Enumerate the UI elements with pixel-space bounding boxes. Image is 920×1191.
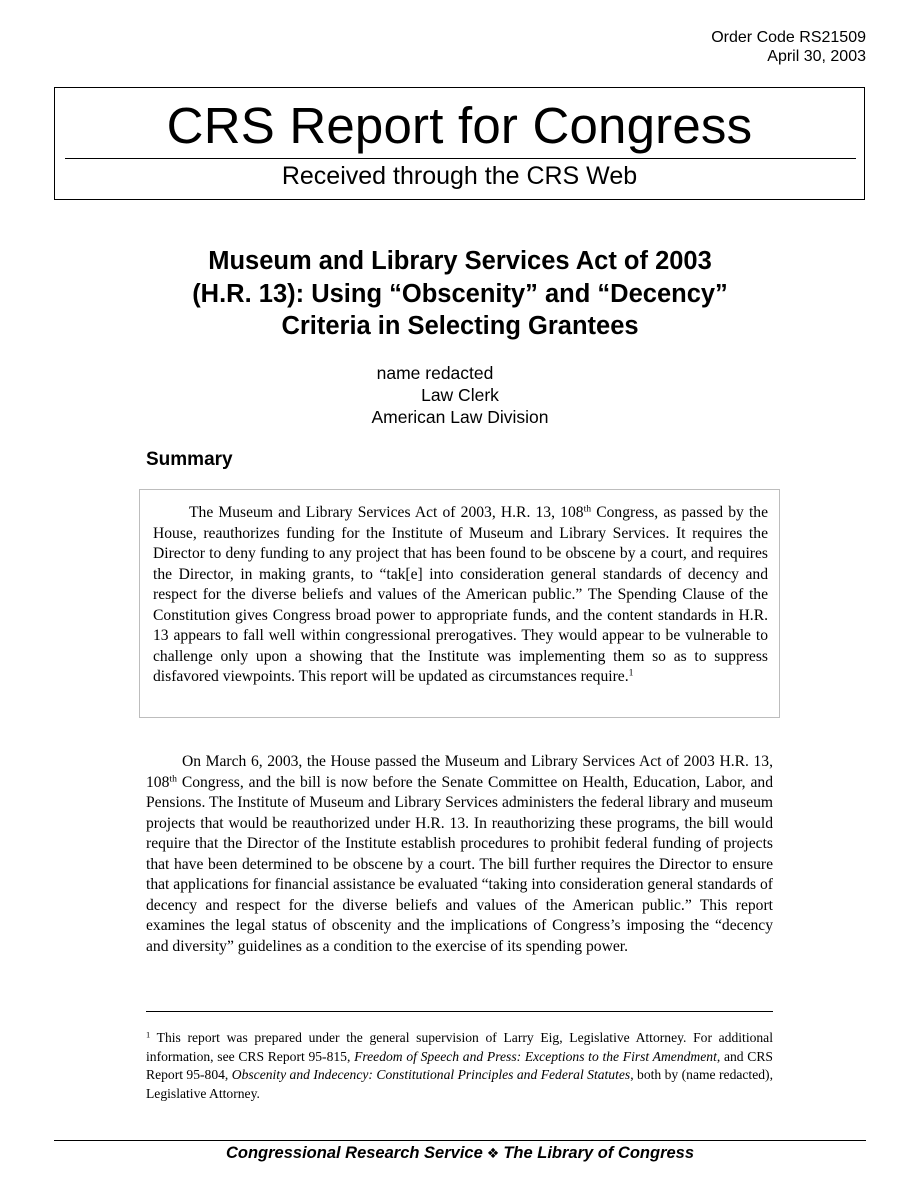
author-name: name redacted bbox=[376, 363, 494, 383]
footnote-text-a: This report was prepared under the general supervision of Larry Eig, Legislative Attorney. For additional information, see CRS Report 95-815, bbox=[146, 1030, 773, 1064]
ordinal-suffix: th bbox=[169, 773, 177, 785]
document-title bbox=[0, 245, 920, 343]
diamond-ornament-icon: ❖ bbox=[486, 1145, 500, 1161]
footnote-text-c: , both by (name redacted), Legislative Attorney. bbox=[146, 1067, 773, 1101]
author-division: American Law Division bbox=[371, 407, 549, 427]
author-role: Law Clerk bbox=[421, 385, 499, 405]
crs-banner bbox=[54, 87, 865, 200]
summary-heading: Summary bbox=[146, 449, 233, 470]
footnote-text-b: , and CRS Report 95-804, bbox=[146, 1048, 773, 1082]
summary-text-a: The Museum and Library Services Act of 2003, H.R. 13, 108 bbox=[189, 504, 584, 521]
ordinal-suffix: th bbox=[583, 503, 592, 515]
author-block bbox=[0, 362, 920, 428]
footnote-citation-title: Freedom of Speech and Press: Exceptions to the First Amendment bbox=[354, 1048, 717, 1064]
body-paragraph bbox=[146, 752, 773, 957]
summary-box bbox=[139, 489, 780, 718]
footnote-citation-title: Obscenity and Indecency: Constitutional Principles and Federal Statutes bbox=[231, 1067, 631, 1082]
report-header-meta bbox=[711, 28, 866, 66]
report-date: April 30, 2003 bbox=[767, 48, 866, 65]
footnote-reference[interactable]: 1 bbox=[628, 667, 634, 679]
footer-library: The Library of Congress bbox=[503, 1144, 695, 1162]
title-line: (H.R. 13): Using “Obscenity” and “Decency” bbox=[192, 279, 728, 308]
page-footer bbox=[0, 1143, 920, 1163]
summary-paragraph bbox=[153, 503, 768, 688]
body-text-a: On March 6, 2003, the House passed the Museum and Library Services Act of 2003 H.R. 13, 108 bbox=[146, 753, 773, 791]
body-text-b: Congress, and the bill is now before the Senate Committee on Health, Education, Labor, and Pensions. The Institute of Museum and Library Services administers the federal library and museum projects that would be reauthorized under H.R. 13. In reauthorizing these programs, the bill would require that the Director of the Institute establish procedures to prohibit federal funding of projects that have been determined to be obscene by a court. The bill further requires the Director to ensure that applications for financial assistance be evaluated “taking into consideration general standards of decency and respect for the diverse beliefs and values of the American public.” This report examines the legal status of obscenity and the implications of Congress’s imposing the “decency and diversity” guidelines as a condition to the exercise of its spending power. bbox=[146, 773, 773, 955]
banner-divider bbox=[65, 158, 856, 159]
footnote-number: 1 bbox=[146, 1029, 151, 1040]
banner-title: CRS Report for Congress bbox=[166, 97, 753, 154]
footer-agency: Congressional Research Service bbox=[225, 1144, 483, 1162]
order-code: Order Code RS21509 bbox=[711, 29, 866, 46]
title-line: Museum and Library Services Act of 2003 bbox=[208, 247, 712, 275]
footer-divider bbox=[54, 1140, 866, 1141]
banner-subtitle: Received through the CRS Web bbox=[281, 162, 638, 190]
title-line: Criteria in Selecting Grantees bbox=[281, 312, 639, 340]
footnote bbox=[146, 1029, 773, 1103]
summary-text-b: Congress, as passed by the House, reauthorizes funding for the Institute of Museum and Library Services. It requires the Director to deny funding to any project that has been found to be obscene by a court, and requires the Director, in making grants, to “tak[e] into consideration general standards of decency and respect for the diverse beliefs and values of the American public.” The Spending Clause of the Constitution gives Congress broad power to appropriate funds, and the content standards in H.R. 13 appears to fall well within congressional prerogatives. They would appear to be vulnerable to challenge only upon a showing that the Institute was implementing them so as to suppress disfavored viewpoints. This report will be updated as circumstances require. bbox=[153, 504, 769, 685]
footnote-divider bbox=[146, 1011, 773, 1012]
